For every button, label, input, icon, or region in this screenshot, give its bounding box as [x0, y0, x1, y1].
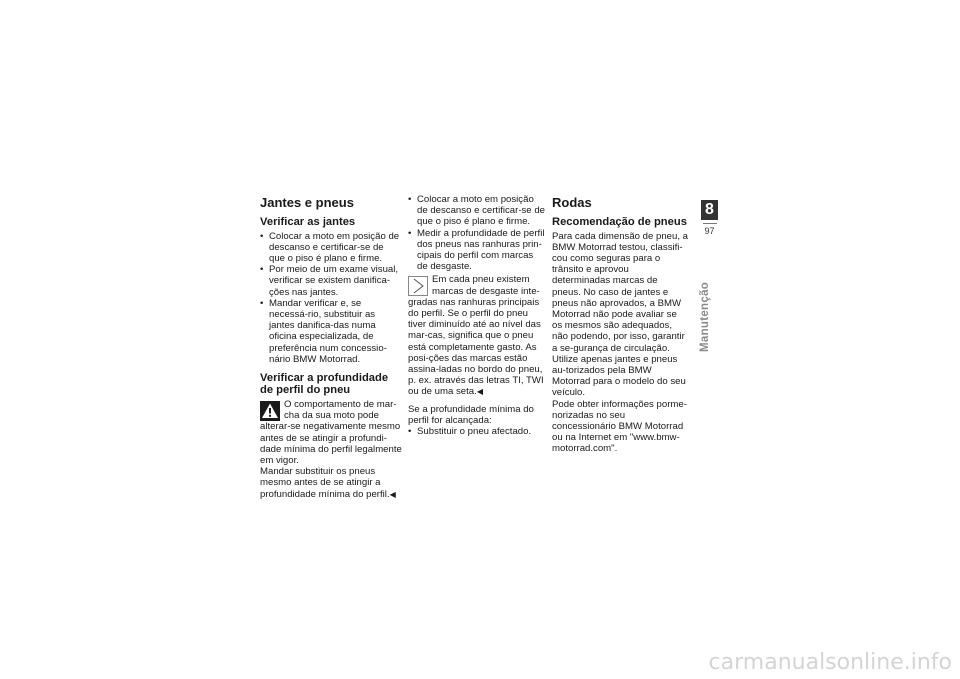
column-1 [260, 194, 402, 500]
paragraph: Para cada dimensão de pneu, a BMW Motorrad testou, classifi-cou como seguras para o trânsito e aprovou determinadas marcas de pneus. No caso de jantes e pneus não aprovados, a BMW Motorrad não pode avaliar se os mesmos são adequados, não podendo, por isso, garantir a se-gurança de circulação. [552, 230, 689, 354]
section-title-rodas: Rodas [552, 195, 592, 210]
checklist-action [408, 426, 546, 437]
warning-icon [260, 401, 280, 421]
end-mark: ◀ [476, 387, 483, 397]
warning-text-2: Mandar substituir os pneus mesmo antes de se atingir a profundidade mínima do perfil. [260, 466, 390, 500]
chapter-number-badge: 8 [701, 200, 718, 220]
heading-profundidade-perfil: Verificar a profundidade de perfil do pneu [260, 371, 389, 397]
column-3 [552, 194, 689, 455]
heading-verificar-jantes: Verificar as jantes [260, 216, 356, 228]
paragraph: Utilize apenas jantes e pneus au-torizados pela BMW Motorrad para o modelo do seu veículo. [552, 353, 686, 399]
paragraph [260, 466, 402, 500]
checklist-perfil [408, 194, 546, 272]
list-item: • Por meio de um exame visual, verificar se existem danifica-ções nas jantes. [260, 264, 402, 298]
info-text: Em cada pneu existem marcas de desgaste inte-gradas nas ranhuras principais do perfil. Se o perfil do pneu tiver diminuído até ao nível das mar-cas, significa que o pneu está completamente gasto. As posi-ções das marcas estão assina-ladas no bordo do pneu, p. ex. através das letras TI, TWI ou de uma seta. [408, 274, 544, 398]
list-item: • Substituir o pneu afectado. [408, 426, 546, 437]
warning-text: O comportamento de mar-cha da sua moto pode alterar-se negativamente mesmo antes de se atingir a profundi-dade mínima do perfil legalmente em vigor. [260, 398, 402, 466]
list-item: • Colocar a moto em posição de descanso e certificar-se de que o piso é plano e firme. [260, 231, 402, 265]
paragraph: Se a profundidade mínima do perfil for alcançada: [408, 403, 534, 426]
watermark: carmanualsonline.info [708, 650, 952, 675]
list-item: • Colocar a moto em posição de descanso e certificar-se de que o piso é plano e firme. [408, 194, 546, 228]
column-2 [408, 194, 546, 437]
info-triangle-icon [408, 276, 428, 296]
page-number: 97 [704, 226, 715, 236]
list-item: • Medir a profundidade de perfil dos pneus nas ranhuras prin-cipais do perfil com marcas de desgaste. [408, 228, 546, 273]
heading-recomendacao-pneus: Recomendação de pneus [552, 216, 687, 228]
divider [703, 223, 717, 224]
section-title-jantes-e-pneus: Jantes e pneus [260, 195, 354, 210]
end-mark: ◀ [389, 489, 396, 499]
list-item: • Mandar verificar e, se necessá-rio, substituir as jantes danifica-das numa oficina especializada, de preferência num concessio-nário BMW Motorrad. [260, 298, 402, 365]
checklist-jantes [260, 231, 402, 365]
section-tab-label: Manutenção [699, 281, 711, 352]
paragraph: Pode obter informações porme-norizadas no seu concessionário BMW Motorrad ou na Internet em "www.bmw-motorrad.com". [552, 398, 687, 455]
info-note [408, 274, 546, 397]
warning-note [260, 399, 402, 466]
